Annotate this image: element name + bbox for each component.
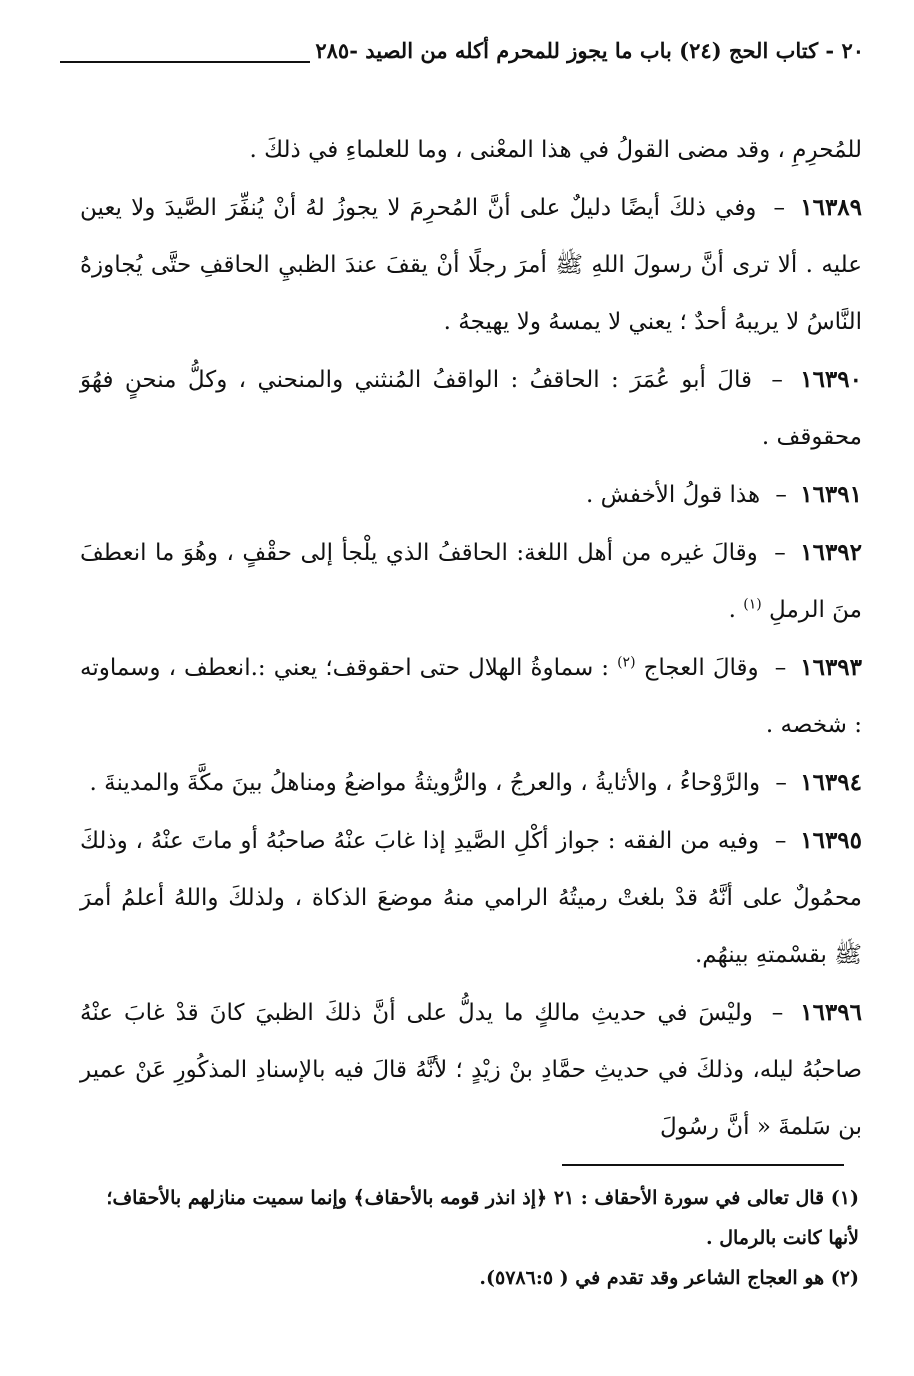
paragraph-number: ١٦٣٨٩ <box>800 194 863 221</box>
paragraph-number: ١٦٣٩٢ <box>800 539 863 566</box>
paragraph-16391 <box>80 466 862 524</box>
paragraph-16390 <box>80 351 862 466</box>
intro-line: للمُحرِمِ ، وقد مضى القولُ في هذا المعْنى ، وما للعلماءِ في ذلكَ . <box>249 137 862 163</box>
paragraph-number: ١٦٣٩١ <box>800 481 862 508</box>
paragraph-number: ١٦٣٩٤ <box>800 769 862 796</box>
paragraph-separator: – <box>773 195 786 221</box>
paragraph-separator: – <box>771 367 783 393</box>
paragraph-end: . <box>728 597 736 623</box>
footnote-label: (١) <box>830 1187 859 1209</box>
paragraph-separator: – <box>774 540 786 566</box>
paragraph-separator: – <box>774 655 787 681</box>
paragraph-number: ١٦٣٩٦ <box>800 999 862 1026</box>
paragraph-16395 <box>80 812 862 984</box>
footnote-label: (٢) <box>830 1267 859 1289</box>
footnote-rule <box>562 1164 844 1166</box>
paragraph-number: ١٦٣٩٣ <box>800 654 863 681</box>
paragraph-separator: – <box>771 1000 784 1026</box>
paragraph-16393 <box>80 639 862 754</box>
paragraph-text: وقالَ العجاج <box>643 655 759 681</box>
paragraph-text: والرَّوْحاءُ ، والأثايةُ ، والعرجُ ، والرُّويثةُ مواضعُ ومناهلُ بينَ مكَّةَ والمدينةَ . <box>89 770 761 796</box>
paragraph-separator: – <box>774 828 787 854</box>
footnote-1 <box>80 1178 859 1258</box>
paragraph-text: وقالَ غيره من أهل اللغة: الحاقفُ الذي يلْجأ إلى حقْفٍ ، وهُوَ ما انعطفَ منَ الرملِ <box>80 540 862 623</box>
paragraph-text: قالَ أبو عُمَرَ : الحاقفُ : الواقفُ المُنثني والمنحني ، وكلُّ منحنٍ فهُوَ محقوقف . <box>80 367 862 450</box>
footnote-ref[interactable]: (١) <box>743 596 762 613</box>
paragraph-number: ١٦٣٩٠ <box>800 366 862 393</box>
footnote-text: هو العجاج الشاعر وقد تقدم في ( ٥٧٨٦:٥). <box>479 1267 825 1289</box>
paragraph-number: ١٦٣٩٥ <box>800 827 863 854</box>
paragraph-16389 <box>80 179 862 351</box>
header-rule <box>60 61 310 63</box>
paragraph-text: وفي ذلكَ أيضًا دليلٌ على أنَّ المُحرِمَ لا يجوزُ لهُ أنْ يُنفِّرَ الصَّيدَ ولا يعين عليه . ألا ترى أنَّ رسولَ اللهِ ﷺ أمرَ رجلًا أنْ يقفَ عندَ الظبيِ الحاقفِ حتَّى يُجاوزهُ النَّاسُ لا يريبهُ أحدٌ ؛ يعني لا يمسهُ ولا يهيجهُ . <box>80 195 862 335</box>
footnote-ref[interactable]: (٢) <box>617 654 636 671</box>
footnote-2 <box>80 1258 859 1298</box>
paragraph-text: وفيه من الفقه : جواز أكْلِ الصَّيدِ إذا غابَ عنْهُ صاحبُهُ أو ماتَ عنْهُ ، وذلكَ محمُولٌ على أنَّهُ قدْ بلغتْ رميتُهُ الرامي منهُ موضعَ الذكاة ، ولذلكَ واللهُ أعلمُ أمرَ ﷺ بقسْمتهِ بينهُم. <box>80 828 862 968</box>
paragraph-16392 <box>80 524 862 639</box>
main-text <box>80 122 862 1156</box>
footnotes <box>80 1178 859 1298</box>
paragraph-text: وليْسَ في حديثِ مالكٍ ما يدلُّ على أنَّ ذلكَ الظبيَ كانَ قدْ غابَ عنْهُ صاحبُهُ ليله، وذلكَ في حديثِ حمَّادِ بنْ زيْدٍ ؛ لأنَّهُ قالَ فيه بالإسنادِ المذكُورِ عَنْ عمير بن سَلمةَ « أنَّ رسُولَ <box>80 1000 862 1140</box>
running-header <box>60 38 864 68</box>
paragraph-16396 <box>80 984 862 1156</box>
paragraph-text: هذا قولُ الأخفش . <box>585 482 761 508</box>
paragraph-separator: – <box>775 482 787 508</box>
running-title: ٢٠ - كتاب الحج (٢٤) باب ما يجوز للمحرم أكله من الصيد -٢٨٥ <box>315 38 864 63</box>
paragraph-16394 <box>80 754 862 812</box>
paragraph-separator: – <box>775 770 787 796</box>
footnote-text: قال تعالى في سورة الأحقاف : ٢١ ﴿إذ انذر قومه بالأحقاف﴾ وإنما سميت منازلهم بالأحقاف؛ لأنها كانت بالرمال . <box>106 1187 859 1249</box>
paragraph-end: : سماوةُ الهلال حتى احقوقف؛ يعني :.انعطف ، وسماوته : شخصه . <box>80 655 862 738</box>
